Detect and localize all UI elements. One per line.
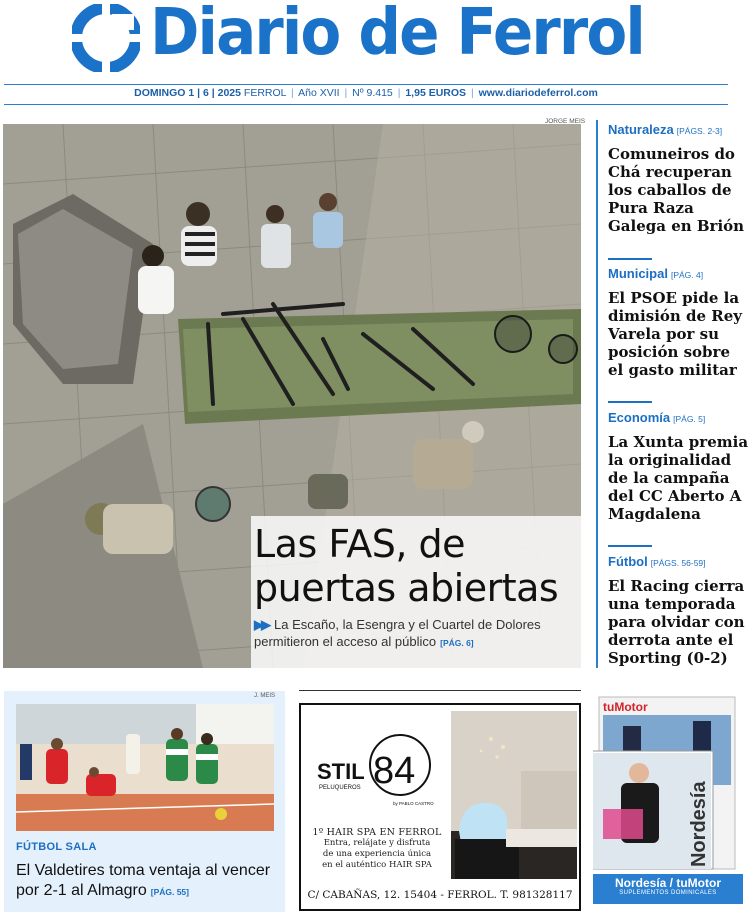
brief-divider [608, 545, 652, 547]
website-link[interactable]: www.diariodeferrol.com [478, 87, 598, 99]
masthead [0, 0, 750, 82]
lead-subtitle-text: La Escaño, la Esengra y el Cuartel de Dolores permitieron el acceso al público [254, 617, 541, 649]
ad-top-rule [299, 690, 581, 691]
brief-page-ref[interactable]: [PÁGS. 56-59] [650, 558, 706, 568]
brief-item[interactable] [608, 554, 750, 667]
supplements-promo[interactable] [593, 691, 743, 912]
stil84-brand: STIL [317, 759, 365, 784]
brief-page-ref[interactable]: [PÁG. 4] [670, 270, 704, 280]
brief-divider [608, 401, 652, 403]
lead-headline[interactable] [254, 522, 558, 610]
edition-issue: Nº 9.415 [352, 87, 393, 99]
futsal-photo-credit: J. MEIS [253, 693, 275, 699]
brief-category: Fútbol [608, 554, 648, 569]
ad-address: C/ CABAÑAS, 12. 15404 - FERROL. T. 981328117 [307, 889, 573, 901]
brief-category: Naturaleza [608, 122, 674, 137]
masthead-rule-bottom [4, 104, 728, 105]
supplements-title: Nordesía / tuMotor [614, 876, 721, 890]
double-arrow-icon: ▶▶ [254, 617, 268, 632]
futsal-page-ref[interactable]: [PÁG. 55] [150, 887, 189, 897]
supplement-covers [593, 691, 743, 874]
newspaper-title[interactable]: Diario de Ferrol [150, 0, 644, 70]
brief-divider [608, 258, 652, 260]
edition-date: DOMINGO 1 | 6 | 2025 [134, 87, 241, 99]
ad-line3: de una experiencia única [322, 849, 432, 859]
futsal-photo[interactable] [16, 704, 274, 831]
stil84-advertisement[interactable] [299, 703, 581, 911]
masthead-rule-top [4, 84, 728, 85]
ad-spa-image [451, 711, 577, 879]
brief-page-ref[interactable]: [PÁG. 5] [673, 414, 706, 424]
ad-spa-photo [451, 711, 577, 879]
lead-subtitle [254, 616, 564, 652]
edition-year: Año XVII [298, 87, 340, 99]
brief-category: Economía [608, 410, 671, 425]
brief-headline[interactable]: La Xunta premia la originalidad de la campaña del CC Aberto A Magdalena [608, 433, 749, 523]
brief-headline[interactable]: El PSOE pide la dimisión de Rey Varela por su posición sobre el gasto militar [608, 289, 743, 379]
edition-price: 1,95 EUROS [405, 87, 467, 99]
brief-item[interactable] [608, 410, 750, 523]
brief-category: Municipal [608, 266, 668, 281]
lead-photo-credit: JORGE MEIS [545, 118, 586, 125]
brief-headline[interactable]: El Racing cierra una temporada para olvidar con derrota ante el Sporting (0-2) [608, 577, 745, 667]
futsal-category: FÚTBOL SALA [16, 841, 97, 853]
futsal-story[interactable] [4, 691, 285, 912]
stil84-logo-mark [315, 729, 440, 809]
futsal-headline-text: El Valdetires toma ventaja al vencer por 2-1 al Almagro [16, 862, 271, 899]
lead-headline-line2: puertas abiertas [254, 566, 559, 610]
supplements-label[interactable] [593, 874, 743, 904]
edition-info-bar: DOMINGO 1 | 6 | 2025 FERROL | Año XVII | Nº 9.415 | 1,95 EUROS | www.diariodeferrol.com [134, 87, 598, 99]
futsal-photo-image [16, 704, 274, 831]
stil84-number: 84 [373, 750, 416, 792]
futsal-headline[interactable] [16, 861, 278, 902]
nordesia-brand: Nordesía [688, 781, 710, 867]
lead-story[interactable] [248, 516, 578, 666]
ad-line4: en el auténtico HAIR SPA [322, 860, 432, 870]
ad-copy [307, 827, 447, 871]
brief-item[interactable] [608, 266, 750, 379]
tumotor-brand: tuMotor [603, 700, 648, 714]
stil84-logo [315, 729, 440, 809]
stil84-by: by PABLO CASTRO [393, 801, 434, 806]
sidebar-briefs [596, 120, 748, 668]
lead-headline-line1: Las FAS, de [254, 522, 465, 566]
brief-headline[interactable]: Comuneiros do Chá recuperan los caballos de Pura Raza Galega en Brión [608, 145, 745, 235]
brief-page-ref[interactable]: [PÁGS. 2-3] [676, 126, 723, 136]
brief-item[interactable] [608, 122, 750, 235]
lead-page-ref[interactable]: [PÁG. 6] [440, 638, 474, 648]
ad-line2: Entra, relájate y disfruta [323, 838, 431, 848]
edition-city: FERROL [243, 87, 287, 99]
stil84-sub: PELUQUEROS [319, 785, 361, 791]
ad-line1: 1º HAIR SPA EN FERROL [312, 827, 442, 838]
supplements-subtitle: SUPLEMENTOS DOMINICALES [619, 890, 717, 896]
logo-icon [72, 4, 140, 72]
